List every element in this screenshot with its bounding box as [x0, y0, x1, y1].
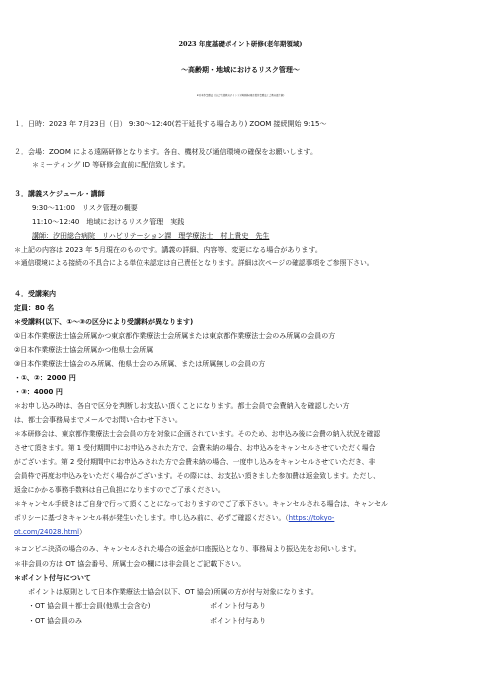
payment-note-1b: は、都士会事務局までメールでお問い合わせ下さい。	[14, 416, 182, 424]
doc-subtitle: ～高齢期・地域におけるリスク管理～	[181, 65, 300, 74]
organizer-note: ※日本作業療法士協会生涯教育ポイント対象研修(東京都作業療法士会教育部主催)	[196, 94, 285, 97]
fee-category-3: ③日本作業療法士協会のみ所属、他県士会のみ所属、または所属無しの会員の方	[14, 360, 266, 368]
fee-category-1: ①日本作業療法士協会所属かつ東京都作業療法士会所属または東京都作業療法士会のみ所属の会員の方	[14, 332, 336, 340]
points-row-1-value: ポイント付与あり	[210, 602, 266, 610]
schedule-line-1: 9:30～11:00 リスク管理の概要	[32, 204, 138, 212]
section-4-heading: ４．受講案内	[14, 290, 56, 298]
payment-note-2e: 返金にかかる事務手数料は自己負担になりますのでご了承ください。	[14, 486, 225, 494]
points-body: ポイントは原則として日本作業療法士協会(以下、OT 協会)所属の方が付与対象になります。	[28, 588, 318, 596]
fee-category-2: ②日本作業療法士協会所属かつ他県士会所属	[14, 346, 154, 354]
fee-heading: ＊受講料(以下、①～③の区分により受講料が異なります)	[14, 318, 194, 326]
payment-note-2a: ＊本研修会は、東京都作業療法士会会員の方を対象に企画されています。そのため、お申込み後に会費の納入状況を確認	[14, 430, 381, 438]
points-row-1-label: ・OT 協会員＋都士会員(他県士会含む)	[28, 602, 151, 610]
section-2-venue: ２．会場：ZOOM による遠隔研修となります。各自、機材及び通信環境の確保をお願いします。	[14, 148, 317, 156]
schedule-note-2: ＊通信環境による接続の不具合による単位未認定は自己責任となります。詳細は次ページの確認事項をご参照下さい。	[14, 259, 374, 267]
payment-note-2d: 会員枠で再度お申込みをいただく場合がございます。その際には、お支払い頂きました参加費は返金致します。ただし、	[14, 472, 380, 480]
section-1-datetime: １．日時：2023 年 7月23日（日） 9:30～12:40(若干延長する場合あり) ZOOM 接続開始 9:15～	[14, 120, 327, 128]
capacity: 定員：80 名	[14, 304, 55, 312]
fee-price-1-2: ・①、②：2000 円	[14, 374, 76, 382]
cancel-note-3-tail: ）	[79, 528, 86, 536]
cancel-note-2-text: ポリシーに基づきキャンセル料が発生いたします。申し込み前に、必ずご確認ください。（	[14, 514, 289, 522]
lecturer-line: 講師：汐田総合病院 リハビリテーション課 理学療法士 村上貴史 先生	[32, 232, 270, 240]
schedule-note-1: ＊上記の内容は 2023 年 5月現在のものです。講義の詳細、内容等、変更になる場合があります。	[14, 246, 322, 254]
cancel-note-3	[14, 528, 86, 537]
doc-title: 2023 年度基礎ポイント研修(老年期領域)	[178, 40, 303, 48]
points-row-2-value: ポイント付与あり	[210, 617, 266, 625]
payment-note-1a: ＊お申し込み時は、各自で区分を判断しお支払い頂くことになります。都士会員で会費納入を確認したい方	[14, 402, 350, 410]
section-3-heading: ３．講義スケジュール・講師	[14, 190, 105, 198]
points-row-2-label: ・OT 協会員のみ	[28, 617, 83, 625]
schedule-line-2: 11:10～12:40 地域におけるリスク管理 実践	[32, 218, 185, 226]
points-heading: ＊ポイント付与について	[14, 574, 91, 582]
cancel-note-2	[14, 514, 334, 523]
payment-note-2c: がございます。第 2 受付期間中にお申込みされた方で会費未納の場合、一度申し込みをキャンセルさせていただき、非	[14, 458, 376, 466]
non-member-note: ＊非会員の方は OT 協会番号、所属士会の欄には非会員とご記載下さい。	[14, 560, 246, 568]
convenience-store-note: ＊コンビニ決済の場合のみ、キャンセルされた場合の返金が口座振込となり、事務局より振込先をお伺いします。	[14, 545, 361, 553]
cancel-policy-link-a[interactable]: https://tokyo-	[288, 514, 335, 522]
fee-price-3: ・③：4000 円	[14, 388, 63, 396]
cancel-note-1: ＊キャンセル手続きはご自身で行って頂くことになっておりますのでご了承下さい。キャンセルされる場合は、キャンセル	[14, 500, 388, 508]
cancel-policy-link-b[interactable]: ot.com/24028.html	[14, 528, 80, 536]
payment-note-2b: させて頂きます。第 1 受付期間中にお申込みされた方で、会費未納の場合、お申込みをキャンセルさせていただく場合	[14, 444, 376, 452]
section-2-note: ＊ミーティング ID 等研修会直前に配信致します。	[32, 161, 190, 169]
